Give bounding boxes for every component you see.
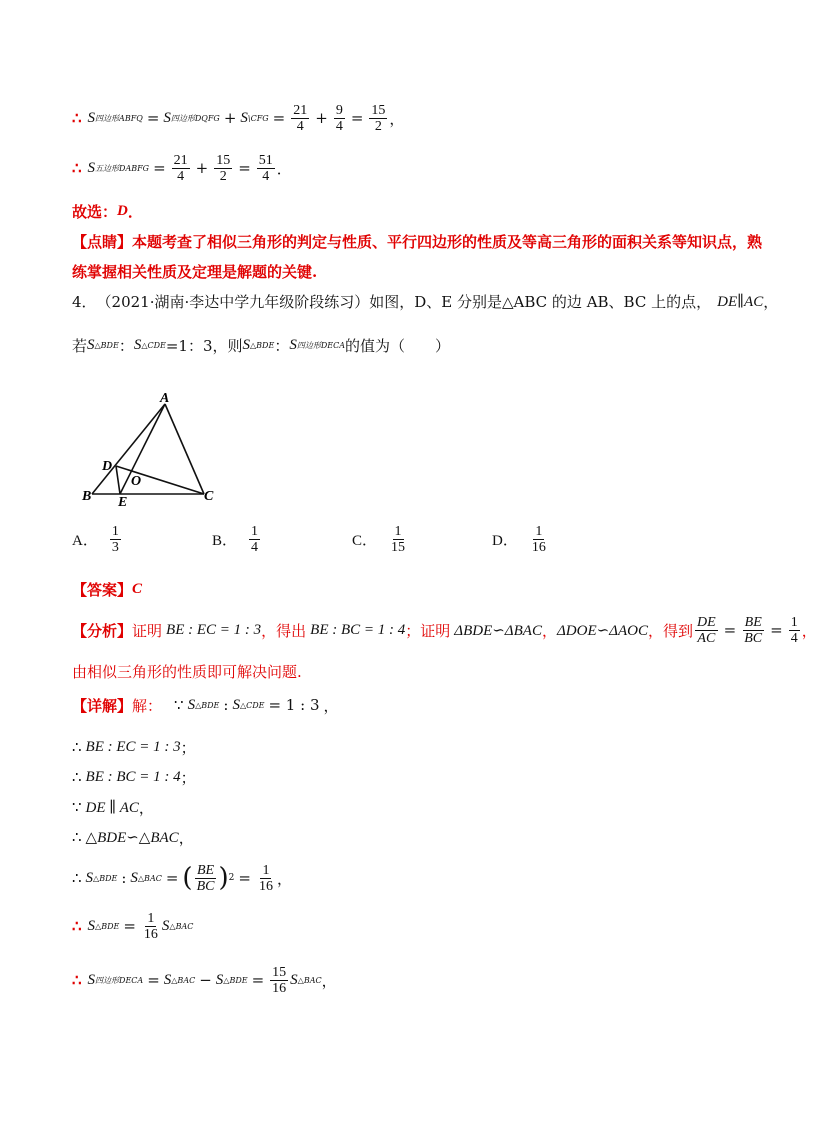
segment-ae [120,404,165,494]
fraction: $\frac{DE}{AC}$ [697,614,716,646]
comment-tag: 【点睛】 [72,232,133,251]
analysis-line-2: 由相似三角形的性质即可解决问题. [72,662,302,681]
label-c: C [204,489,214,504]
fraction: $\frac{9}{4}$ [335,102,343,134]
fraction: $\frac{51}{4}$ [258,152,273,184]
therefore-symbol: ∴ [72,159,82,177]
equation-line-2: ∴ S 五边形DABFG = $\frac{21}{4}$ + $\frac{15}{2}$ = $\frac{51}{4}$ ． [72,152,292,184]
answer-options [72,524,572,570]
option-c: C． $\frac{1}{15}$ [352,524,406,555]
detail-line-3: ∵ DE ∥ AC ， [72,798,154,817]
option-b: B． $\frac{1}{4}$ [212,524,259,555]
fraction: $\frac{21}{4}$ [173,152,188,184]
label-b: B [82,489,92,504]
detail-line-6: ∴ S △BDE = $\frac{1}{16}$ S △BAC [72,910,194,942]
therefore-symbol: ∴ [72,109,82,127]
detail-line-1: ∴ BE : EC = 1 : 3 ； [72,738,196,757]
question-number: 4． [72,292,97,311]
detail-line-2: ∴ BE : BC = 1 : 4 ； [72,768,196,787]
segment-dc [116,466,204,494]
option-a: A． $\frac{1}{3}$ [72,524,119,555]
equation-line-1: ∴ S 四边形ABFQ = S 四边形DQFG + S \CFG = $\frac{21}{4}$ + $\frac{9}{4}$ = $\frac{15}{2}$ ， [72,102,405,134]
question-4-line-1: 4． （2021·湖南·李达中学九年级阶段练习）如图， D、E 分别是△ABC 的边 AB、BC 上的点， DE∥AC ， [72,292,779,311]
label-o: O [131,474,142,489]
segment-de [116,466,120,494]
question-4-line-2: 若 S △BDE ： S △CDE =1：3，则 S △BDE ： S 四边形DECA 的值为（ ） [72,336,450,355]
detail-line-4: ∴ △BDE∽△BAC ， [72,828,194,847]
detail-tag: 【详解】 [72,696,133,715]
edge-ab [92,404,165,494]
fraction: $\frac{BE}{BC}$ [196,862,215,894]
fraction: $\frac{15}{16}$ [272,964,287,996]
fraction: $\frac{1}{4}$ [790,614,798,646]
fraction: $\frac{1}{16}$ [143,910,158,942]
fraction: $\frac{15}{2}$ [371,102,386,134]
comment-line-1: 【点睛】 本题考查了相似三角形的判定与性质、平行四边形的性质及等高三角形的面积关系等知识点，熟 [72,232,763,251]
detail-line-5: ∴ S △BDE : S △BAC = ( $\frac{BE}{BC}$ ) 2 = $\frac{1}{16}$ ， [72,862,292,894]
answer-line: 【答案】 C [72,580,143,599]
triangle-figure [80,388,230,508]
fraction: $\frac{BE}{BC}$ [744,614,763,646]
choice-line: 故选： D ． [72,202,143,221]
analysis-line-1: 【分析】 证明 BE : EC = 1 : 3 ，得出 BE : BC = 1 : 4 ；证明 ΔBDE∽ΔBAC ， ΔDOE∽ΔAOC ，得到 $\frac{DE}{AC}$ = $\frac{BE}{BC}$ = $\frac{1}{4}$ ， [72,614,817,646]
label-a: A [160,391,170,406]
analysis-tag: 【分析】 [72,621,133,640]
edge-ac [165,404,204,494]
comment-line-2: 练掌握相关性质及定理是解题的关键. [72,262,318,281]
answer-tag: 【答案】 [72,580,133,599]
label-d: D [102,459,113,474]
label-e: E [118,495,128,510]
detail-line-7: ∴ S 四边形DECA = S △BAC − S △BDE = $\frac{15}{16}$ S △BAC ， [72,964,337,996]
fraction: $\frac{21}{4}$ [293,102,308,134]
detail-line-0: 【详解】 解： ∵ S △BDE : S △CDE = 1 : 3 ， [72,696,339,715]
fraction: $\frac{1}{16}$ [258,862,273,894]
option-d: D． $\frac{1}{16}$ [492,524,546,555]
fraction: $\frac{15}{2}$ [216,152,231,184]
